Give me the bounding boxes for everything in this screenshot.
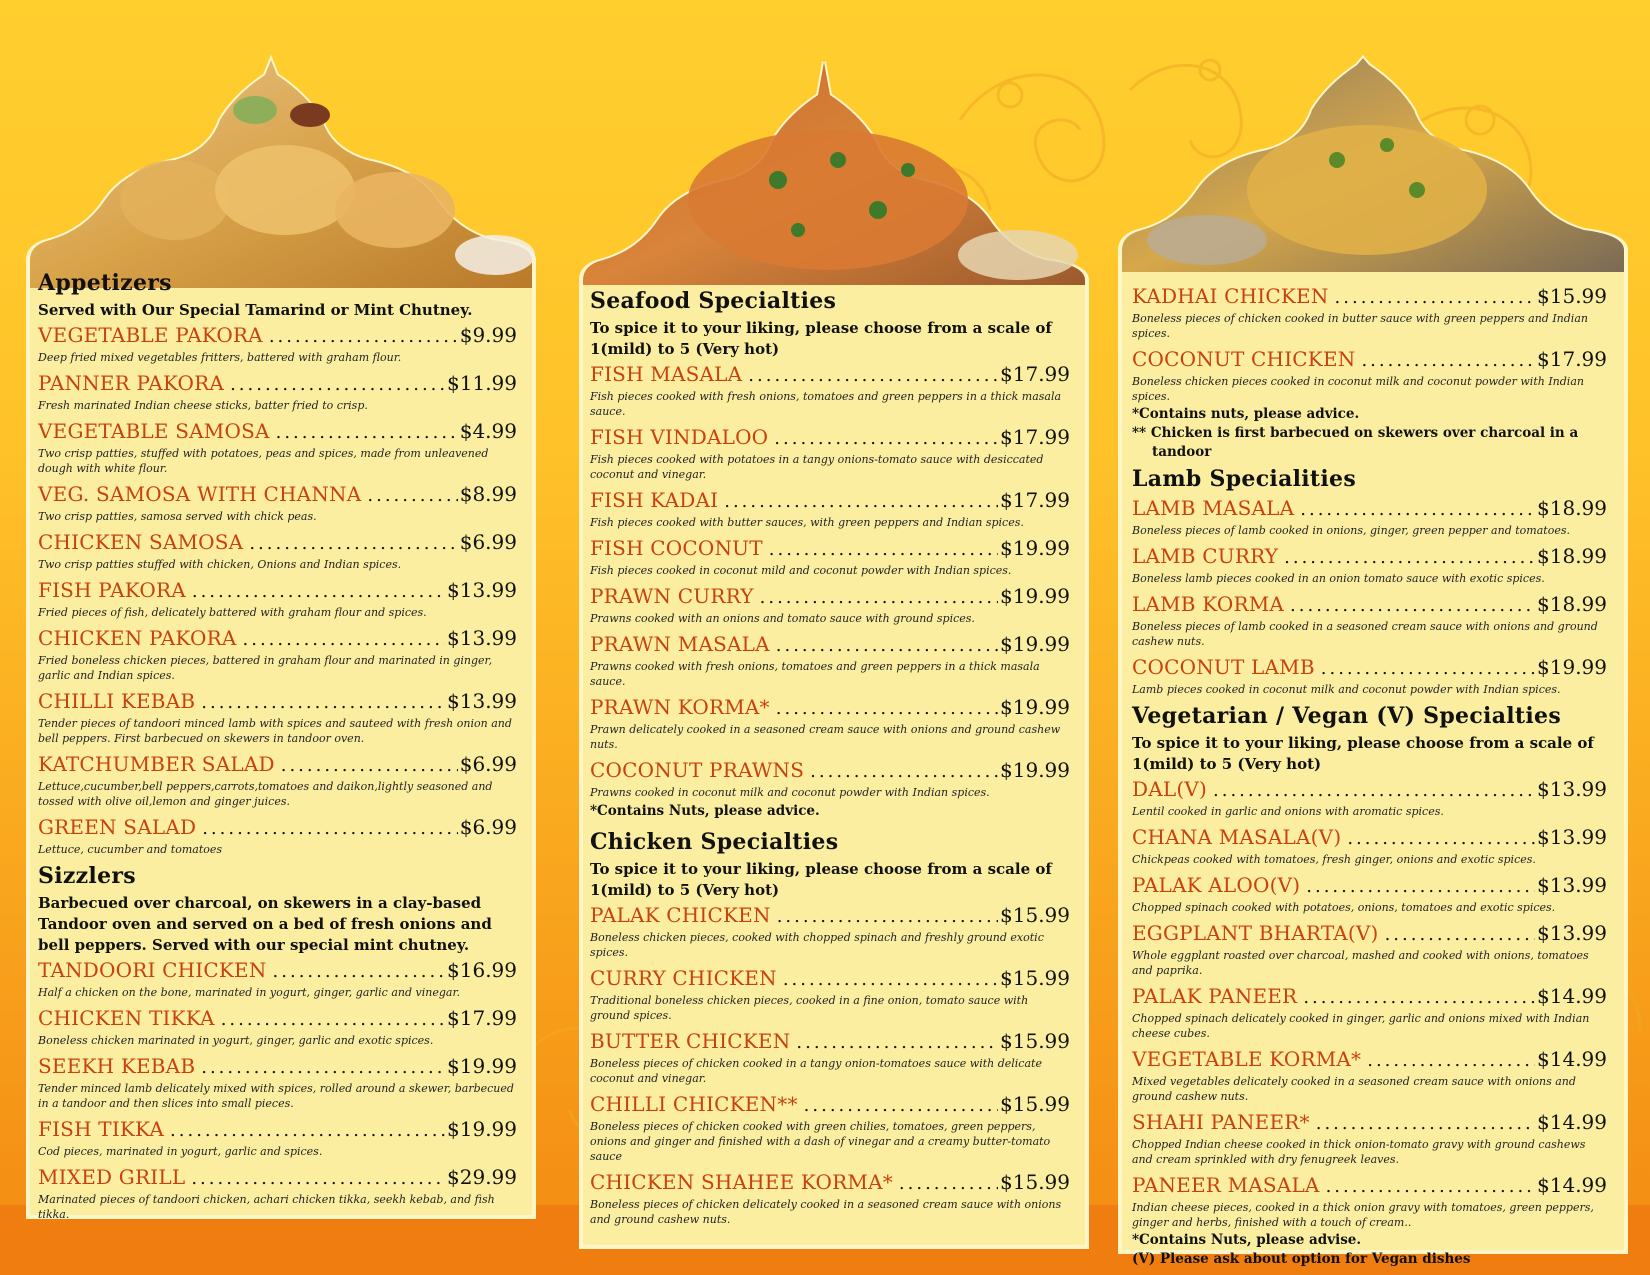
menu-item-description: Deep fried mixed vegetables fritters, battered with graham flour. [38,351,402,364]
menu-item-line [1132,592,1607,618]
dot-leader [1321,657,1535,681]
menu-item-description: Lamb pieces cooked in coconut milk and coconut powder with Indian spices. [1132,683,1561,696]
dot-leader [1290,594,1535,618]
menu-item-line [38,1054,517,1080]
menu-item [1132,921,1607,978]
menu-item-line [38,626,517,652]
menu-item [590,1092,1070,1164]
menu-item-price: $8.99 [459,482,517,506]
dot-leader [230,373,445,397]
menu-item-line [38,689,517,715]
menu-item-price: $6.99 [459,752,517,776]
chicken-cont-list [1132,284,1607,404]
menu-item-description: Chopped spinach delicately cooked in ginger, garlic and onions mixed with Indian cheese cubes. [1132,1012,1590,1040]
menu-item-description: Prawns cooked with an onions and tomato sauce with ground spices. [590,612,975,625]
dot-leader [202,817,458,841]
chicken-subtitle: To spice it to your liking, please choose from a scale of 1(mild) to 5 (Very hot) [590,860,1052,899]
dot-leader [724,490,998,514]
menu-item [590,632,1070,689]
dot-leader [804,1094,998,1118]
sizzlers-list [38,958,517,1222]
menu-item-line [590,1029,1070,1055]
menu-item-line [38,1117,517,1143]
dot-leader [899,1172,998,1196]
menu-item-price: $17.99 [1537,347,1607,371]
menu-item [38,958,517,1000]
menu-item-name: FISH KADAI [590,488,719,512]
menu-item [38,1006,517,1048]
menu-item-line [38,578,517,604]
menu-item-name: CHILLI KEBAB [38,689,196,713]
menu-item-line [590,758,1070,784]
menu-item [1132,1173,1607,1230]
menu-item-name: KADHAI CHICKEN [1132,284,1329,308]
menu-item [1132,1110,1607,1167]
dot-leader [201,1056,445,1080]
menu-item-price: $13.99 [1537,873,1607,897]
menu-item-description: Lettuce, cucumber and tomatoes [38,843,223,856]
menu-item-name: LAMB CURRY [1132,544,1279,568]
menu-item-name: CHILLI CHICKEN** [590,1092,798,1116]
menu-item-line [38,1165,517,1191]
dot-leader [192,580,445,604]
menu-item-name: COCONUT CHICKEN [1132,347,1356,371]
menu-item-price: $9.99 [459,323,517,347]
menu-item [1132,655,1607,697]
chicken-note-1: *Contains nuts, please advice. [1132,406,1360,422]
menu-item-price: $19.99 [1000,536,1070,560]
menu-item-description: Fish pieces cooked with potatoes in a tangy onions-tomato sauce with desiccated coconut and vinegar. [590,453,1044,481]
menu-item [1132,347,1607,404]
panel-lamb-veg [1117,40,1629,1267]
menu-item-name: GREEN SALAD [38,815,197,839]
menu-item-description: Prawns cooked in coconut milk and coconut powder with Indian spices. [590,786,990,799]
menu-item-name: KATCHUMBER SALAD [38,752,275,776]
menu-item-line [1132,1110,1607,1136]
menu-item [38,323,517,365]
menu-item [38,1165,517,1222]
menu-item-description: Fresh marinated Indian cheese sticks, batter fried to crisp. [38,399,368,412]
dot-leader [776,697,998,721]
menu-item-line [1132,347,1607,373]
menu-item-line [590,966,1070,992]
menu-item-description: Traditional boneless chicken pieces, cooked in a fine onion, tomato sauce with ground spices. [590,994,1029,1022]
dot-leader [774,427,998,451]
menu-item-line [38,419,517,445]
veg-note-1: *Contains Nuts, please advise. [1132,1232,1362,1248]
menu-item-line [590,536,1070,562]
lamb-title: Lamb Specialities [1132,466,1357,492]
menu-item-name: EGGPLANT BHARTA(V) [1132,921,1379,945]
menu-item-description: Fried pieces of fish, delicately battered with graham flour and spices. [38,606,427,619]
menu-item-price: $19.99 [1000,584,1070,608]
menu-item-description: Half a chicken on the bone, marinated in yogurt, ginger, garlic and vinegar. [38,986,460,999]
menu-item [590,695,1070,752]
menu-item-description: Fish pieces cooked with fresh onions, tomatoes and green peppers in a thick masala sauce. [590,390,1062,418]
sizzlers-subtitle: Barbecued over charcoal, on skewers in a clay-based Tandoor oven and served on a bed of fresh onions and bell peppers. Served with our special mint chutney. [38,894,492,954]
menu-item-name: PRAWN KORMA* [590,695,770,719]
menu-item-price: $19.99 [1000,758,1070,782]
dot-leader [1303,986,1535,1010]
menu-item-description: Lentil cooked in garlic and onions with aromatic spices. [1132,805,1444,818]
menu-item-price: $15.99 [1537,284,1607,308]
menu-item-name: LAMB MASALA [1132,496,1295,520]
menu-item-description: Two crisp patties, samosa served with chick peas. [38,510,317,523]
menu-item-description: Boneless pieces of chicken cooked in butter sauce with green peppers and Indian spices. [1132,312,1588,340]
menu-item-description: Boneless pieces of lamb cooked in a seasoned cream sauce with onions and ground cashew nuts. [1132,620,1598,648]
menu-item-description: Boneless chicken pieces, cooked with chopped spinach and freshly ground exotic spices. [590,931,1044,959]
menu-item-line [590,584,1070,610]
menu-item-line [1132,1047,1607,1073]
menu-item-name: VEGETABLE KORMA* [1132,1047,1362,1071]
menu-item-name: CHICKEN PAKORA [38,626,237,650]
menu-item-description: Prawn delicately cooked in a seasoned cream sauce with onions and ground cashew nuts. [590,723,1061,751]
dot-leader [276,421,458,445]
menu-item-line [590,488,1070,514]
menu-item-description: Two crisp patties stuffed with chicken, Onions and Indian spices. [38,558,402,571]
menu-item-line [1132,544,1607,570]
menu-item-price: $13.99 [447,626,517,650]
menu-item-price: $18.99 [1537,592,1607,616]
dot-leader [1361,349,1535,373]
menu-item-price: $6.99 [459,815,517,839]
appetizers-title: Appetizers [38,270,172,296]
menu-item-name: VEGETABLE SAMOSA [38,419,270,443]
menu-item [38,689,517,746]
veg-subtitle: To spice it to your liking, please choose from a scale of 1(mild) to 5 (Very hot) [1132,734,1594,773]
seafood-note: *Contains Nuts, please advice. [590,803,820,819]
menu-item [590,362,1070,419]
menu-item-price: $13.99 [1537,921,1607,945]
dot-leader [281,754,458,778]
menu-item-price: $19.99 [447,1054,517,1078]
menu-item-description: Boneless pieces of chicken cooked with green chilies, tomatoes, green peppers, onions and ginger and finished with a dash of vinegar and a creamy butter-tomato sauce [590,1120,1051,1163]
menu-item-description: Cod pieces, marinated in yogurt, garlic and spices. [38,1145,323,1158]
menu-item-price: $19.99 [1000,632,1070,656]
dot-leader [796,1031,998,1055]
menu-item [590,536,1070,578]
appetizers-subtitle: Served with Our Special Tamarind or Mint Chutney. [38,301,473,319]
menu-item-price: $15.99 [1000,966,1070,990]
menu-item-description: Two crisp patties, stuffed with potatoes, peas and spices, made from unleavened dough with white flour. [38,447,489,475]
menu-item [1132,544,1607,586]
menu-item-price: $15.99 [1000,1029,1070,1053]
dot-leader [273,960,445,984]
menu-item-name: SHAHI PANEER* [1132,1110,1310,1134]
menu-item-name: COCONUT LAMB [1132,655,1315,679]
menu-item-name: TANDOORI CHICKEN [38,958,267,982]
menu-item-price: $6.99 [459,530,517,554]
menu-item [1132,1047,1607,1104]
menu-item [590,758,1070,800]
menu-item-line [38,323,517,349]
menu-item [38,482,517,524]
menu-item-price: $18.99 [1537,496,1607,520]
menu-item-price: $14.99 [1537,1110,1607,1134]
menu-item [38,752,517,809]
menu-item-description: Mixed vegetables delicately cooked in a seasoned cream sauce with onions and ground cashew nuts. [1132,1075,1576,1103]
dot-leader [1326,1175,1535,1199]
menu-item-description: Fish pieces cooked in coconut mild and coconut powder with Indian spices. [590,564,1012,577]
menu-item-price: $13.99 [1537,825,1607,849]
menu-item-line [590,695,1070,721]
menu-item-description: Chopped spinach cooked with potatoes, onions, tomatoes and exotic spices. [1132,901,1556,914]
menu-item-price: $13.99 [447,578,517,602]
dot-leader [783,968,998,992]
menu-item-description: Fried boneless chicken pieces, battered in graham flour and marinated in ginger, garlic and Indian spices. [38,654,493,682]
menu-item-description: Prawns cooked with fresh onions, tomatoes and green peppers in a thick masala sauce. [590,660,1040,688]
dot-leader [367,484,457,508]
menu-item-description: Tender minced lamb delicately mixed with spices, rolled around a skewer, barbecued in a tandoor and then slices into small pieces. [38,1082,514,1110]
menu-item-price: $15.99 [1000,903,1070,927]
menu-item-line [1132,873,1607,899]
menu-item [1132,496,1607,538]
menu-item-line [1132,655,1607,681]
menu-item-description: Indian cheese pieces, cooked in a thick onion gravy with tomatoes, green peppers, ginger and herbs, finished with a touch of cream.. [1132,1201,1594,1229]
menu-item-line [590,1170,1070,1196]
menu-item-name: VEG. SAMOSA WITH CHANNA [38,482,362,506]
menu-item-price: $17.99 [1000,362,1070,386]
menu-item-name: COCONUT PRAWNS [590,758,805,782]
menu-item [38,530,517,572]
menu-item-name: LAMB KORMA [1132,592,1285,616]
menu-item-name: PALAK CHICKEN [590,903,771,927]
menu-item-price: $15.99 [1000,1092,1070,1116]
dot-leader [769,538,998,562]
menu-item-line [590,425,1070,451]
menu-item-name: VEGETABLE PAKORA [38,323,263,347]
menu-item-line [590,362,1070,388]
menu-item [38,626,517,683]
menu-item-line [590,1092,1070,1118]
menu-item-line [1132,496,1607,522]
menu-item-line [38,530,517,556]
chicken-list [590,903,1070,1227]
menu-item-name: CHICKEN SHAHEE KORMA* [590,1170,893,1194]
menu-item-name: FISH VINDALOO [590,425,769,449]
menu-item-line [38,958,517,984]
menu-item-name: CURRY CHICKEN [590,966,777,990]
menu-item-description: Boneless pieces of chicken cooked in a tangy onion-tomatoes sauce with delicate coconut and vinegar. [590,1057,1042,1085]
menu-item-description: Lettuce,cucumber,bell peppers,carrots,tomatoes and daikon,lightly seasoned and tossed with olive oil,lemon and ginger juices. [38,780,493,808]
menu-item-description: Whole eggplant roasted over charcoal, mashed and cooked with onions, tomatoes and paprika. [1132,949,1589,977]
seafood-subtitle: To spice it to your liking, please choose from a scale of 1(mild) to 5 (Very hot) [590,319,1052,358]
dot-leader [249,532,457,556]
menu-item-price: $13.99 [1537,777,1607,801]
dot-leader [1347,827,1535,851]
menu-item-price: $19.99 [1537,655,1607,679]
menu-item-price: $17.99 [1000,425,1070,449]
dot-leader [1284,546,1535,570]
menu-item [1132,284,1607,341]
menu-item-line [38,1006,517,1032]
dot-leader [269,325,458,349]
menu-item-line [590,903,1070,929]
seafood-title: Seafood Specialties [590,288,837,314]
menu-item [38,419,517,476]
dot-leader [1385,923,1535,947]
menu-item [1132,777,1607,819]
menu-item-price: $19.99 [1000,695,1070,719]
menu-item-line [1132,825,1607,851]
menu-item [38,578,517,620]
menu-item-name: FISH COCONUT [590,536,763,560]
menu-item-name: PANEER MASALA [1132,1173,1320,1197]
menu-item-line [1132,777,1607,803]
menu-item-description: Boneless chicken marinated in yogurt, ginger, garlic and exotic spices. [38,1034,434,1047]
menu-item-price: $17.99 [447,1006,517,1030]
menu-item-line [590,632,1070,658]
menu-item-name: CHICKEN SAMOSA [38,530,244,554]
menu-item-name: FISH TIKKA [38,1117,165,1141]
menu-item-name: PRAWN CURRY [590,584,754,608]
menu-item [38,1117,517,1159]
menu-item-price: $17.99 [1000,488,1070,512]
dot-leader [1367,1049,1535,1073]
menu-item-description: Chickpeas cooked with tomatoes, fresh ginger, onions and exotic spices. [1132,853,1536,866]
menu-item [590,488,1070,530]
dot-leader [776,634,998,658]
menu-item-price: $16.99 [447,958,517,982]
menu-item-name: PRAWN MASALA [590,632,770,656]
menu-item [590,966,1070,1023]
veg-title: Vegetarian / Vegan (V) Specialties [1132,703,1562,729]
menu-item-name: CHICKEN TIKKA [38,1006,215,1030]
dot-leader [243,628,446,652]
menu-item-description: Boneless pieces of chicken delicately cooked in a seasoned cream sauce with onions and ground cashew nuts. [590,1198,1062,1226]
menu-item-name: BUTTER CHICKEN [590,1029,791,1053]
menu-item [38,815,517,857]
dot-leader [1300,498,1535,522]
sizzlers-title: Sizzlers [38,863,136,889]
menu-item-description: Boneless pieces of lamb cooked in onions, ginger, green pepper and tomatoes. [1132,524,1570,537]
panel-seafood-chicken [578,40,1090,1250]
menu-item [590,903,1070,960]
menu-item-line [1132,1173,1607,1199]
dot-leader [1316,1112,1535,1136]
menu-item-description: Marinated pieces of tandoori chicken, achari chicken tikka, seekh kebab, and fish tikka. [38,1193,495,1221]
menu-item [590,425,1070,482]
menu-item [1132,984,1607,1041]
menu-item-name: PALAK PANEER [1132,984,1298,1008]
menu-item [38,1054,517,1111]
menu-item-line [38,482,517,508]
menu-item [1132,592,1607,649]
menu-item-price: $19.99 [447,1117,517,1141]
menu-item-price: $18.99 [1537,544,1607,568]
menu-item-price: $11.99 [447,371,517,395]
menu-item [38,371,517,413]
menu-item-name: FISH MASALA [590,362,743,386]
dot-leader [201,691,445,715]
menu-item-line [38,752,517,778]
menu-item-line [1132,284,1607,310]
lamb-list [1132,496,1607,697]
chicken-title: Chicken Specialties [590,829,839,855]
menu-item-line [1132,984,1607,1010]
seafood-list [590,362,1070,800]
dot-leader [1335,286,1535,310]
chicken-note-2: ** Chicken is first barbecued on skewers over charcoal in a tandoor [1132,425,1579,460]
menu-item-name: PALAK ALOO(V) [1132,873,1301,897]
menu-item-price: $29.99 [447,1165,517,1189]
menu-item-line [38,371,517,397]
menu-item [590,1170,1070,1227]
menu-item [1132,873,1607,915]
dot-leader [221,1008,445,1032]
dot-leader [170,1119,445,1143]
menu-item-description: Chopped Indian cheese cooked in thick onion-tomato gravy with ground cashews and cream sprinkled with dry fenugreek leaves. [1132,1138,1586,1166]
dot-leader [748,364,998,388]
menu-item-name: SEEKH KEBAB [38,1054,196,1078]
menu-item-description: Boneless chicken pieces cooked in coconut milk and coconut powder with Indian spices. [1132,375,1584,403]
menu-item-name: PANNER PAKORA [38,371,225,395]
menu-item-description: Fish pieces cooked with butter sauces, with green peppers and Indian spices. [590,516,1024,529]
menu-item [1132,825,1607,867]
panel-appetizers-sizzlers [25,40,537,1220]
dot-leader [810,760,998,784]
menu-item-description: Boneless lamb pieces cooked in an onion tomato sauce with exotic spices. [1132,572,1545,585]
menu-item-name: FISH PAKORA [38,578,186,602]
menu-item [590,584,1070,626]
menu-item-name: MIXED GRILL [38,1165,186,1189]
menu-item-price: $13.99 [447,689,517,713]
veg-list [1132,777,1607,1230]
menu-item-name: DAL(V) [1132,777,1208,801]
menu-item-price: $15.99 [1000,1170,1070,1194]
menu-item-description: Tender pieces of tandoori minced lamb with spices and sauteed with fresh onion and bell peppers. First barbecued on skewers in tandoor oven. [38,717,512,745]
menu-item-price: $14.99 [1537,1047,1607,1071]
dot-leader [1306,875,1535,899]
menu-item-price: $14.99 [1537,984,1607,1008]
dot-leader [777,905,998,929]
appetizers-list [38,323,517,857]
veg-note-2: (V) Please ask about option for Vegan dishes [1132,1251,1471,1267]
menu-item-line [1132,921,1607,947]
menu-item-name: CHANA MASALA(V) [1132,825,1342,849]
dot-leader [760,586,998,610]
dot-leader [1213,779,1535,803]
menu-item-price: $14.99 [1537,1173,1607,1197]
menu-item-line [38,815,517,841]
menu-item-price: $4.99 [459,419,517,443]
menu-item [590,1029,1070,1086]
dot-leader [191,1167,445,1191]
